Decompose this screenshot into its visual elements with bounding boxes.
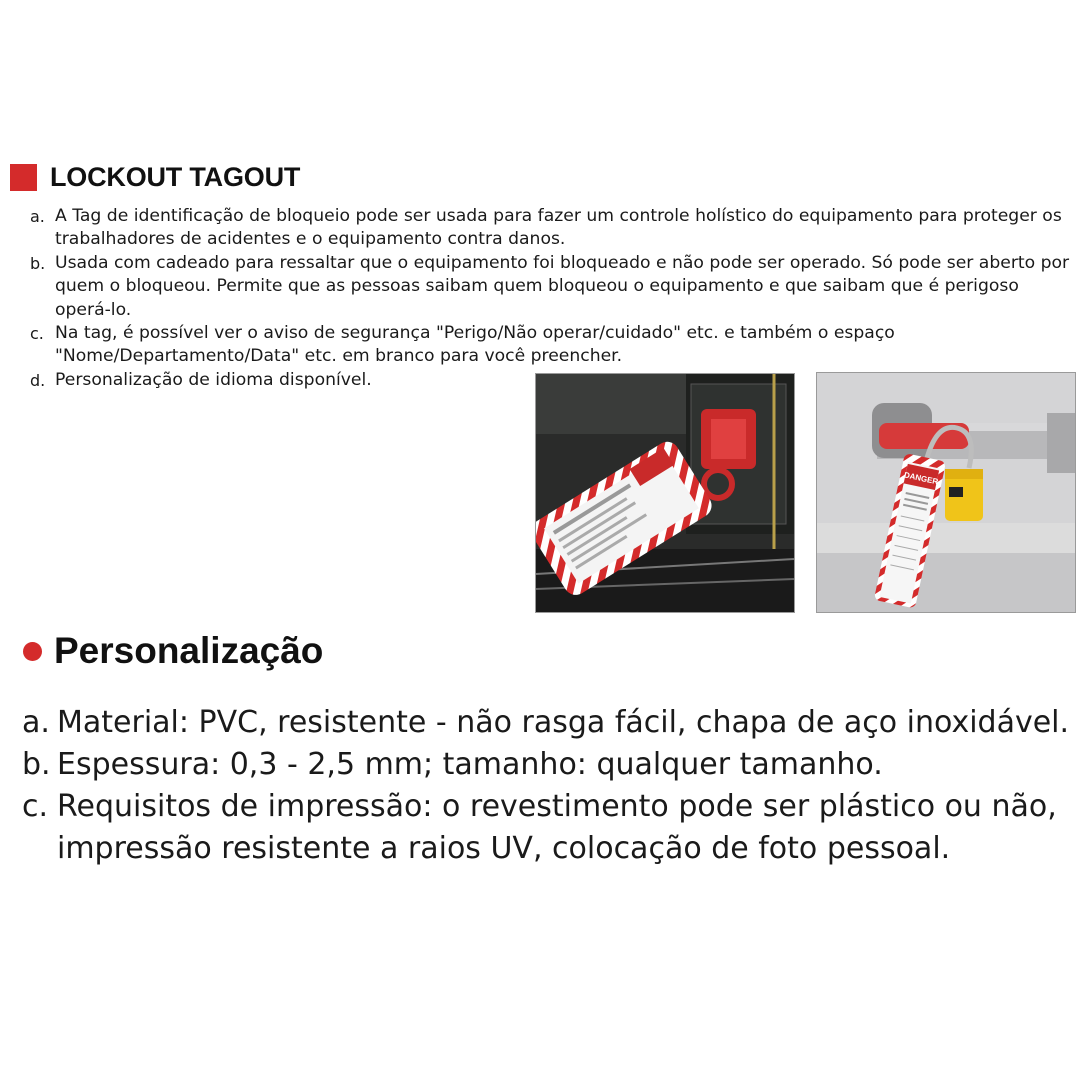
customization-spec-list bbox=[22, 702, 1072, 870]
list-item bbox=[30, 205, 1070, 252]
list-text: A Tag de identificação de bloqueio pode ser usada para fazer um controle holístico do equipamento para proteger os trabalhadores de acidentes e o equipamento contra danos. bbox=[55, 206, 1062, 250]
list-text: Material: PVC, resistente - não rasga fácil, chapa de aço inoxidável. bbox=[57, 705, 1070, 740]
lockout-photo-valve bbox=[816, 372, 1076, 613]
list-text: Usada com cadeado para ressaltar que o equipamento foi bloqueado e não pode ser operado. Só pode ser aberto por quem o bloqueou. Permite que as pessoas saibam quem bloqueou o equipamento e que saibam que é perigoso operá-lo. bbox=[55, 252, 1070, 320]
list-marker: c. bbox=[22, 789, 49, 824]
lockout-feature-list bbox=[30, 205, 1070, 392]
list-item bbox=[30, 322, 1070, 369]
list-text: Personalização de idioma disponível. bbox=[55, 369, 372, 390]
list-item bbox=[30, 369, 510, 392]
list-text: Requisitos de impressão: o revestimento pode ser plástico ou não, impressão resistente a raios UV, colocação de foto pessoal. bbox=[57, 789, 1057, 866]
list-marker: b. bbox=[30, 253, 46, 273]
list-marker: b. bbox=[22, 747, 51, 782]
lockout-photo-breaker bbox=[535, 373, 795, 613]
customization-header bbox=[23, 630, 323, 672]
customization-title: Personalização bbox=[54, 630, 324, 671]
list-text: Espessura: 0,3 - 2,5 mm; tamanho: qualquer tamanho. bbox=[57, 747, 883, 782]
red-dot-bullet-icon bbox=[23, 642, 42, 661]
list-item bbox=[22, 744, 1072, 786]
danger-tag-label: DANGER bbox=[903, 470, 939, 487]
list-marker: a. bbox=[30, 207, 45, 226]
list-marker: c. bbox=[30, 324, 44, 344]
list-text: Na tag, é possível ver o aviso de segurança "Perigo/Não operar/cuidado" etc. e também o espaço "Nome/Departamento/Data" etc. em branco para você preencher. bbox=[55, 323, 895, 367]
red-square-bullet-icon bbox=[10, 164, 37, 191]
list-item bbox=[30, 252, 1070, 322]
section-header bbox=[10, 162, 300, 193]
list-marker: a. bbox=[22, 705, 50, 740]
section-title: LOCKOUT TAGOUT bbox=[50, 162, 301, 192]
list-marker: d. bbox=[30, 370, 46, 390]
list-item bbox=[22, 702, 1072, 744]
list-item bbox=[22, 786, 1072, 870]
